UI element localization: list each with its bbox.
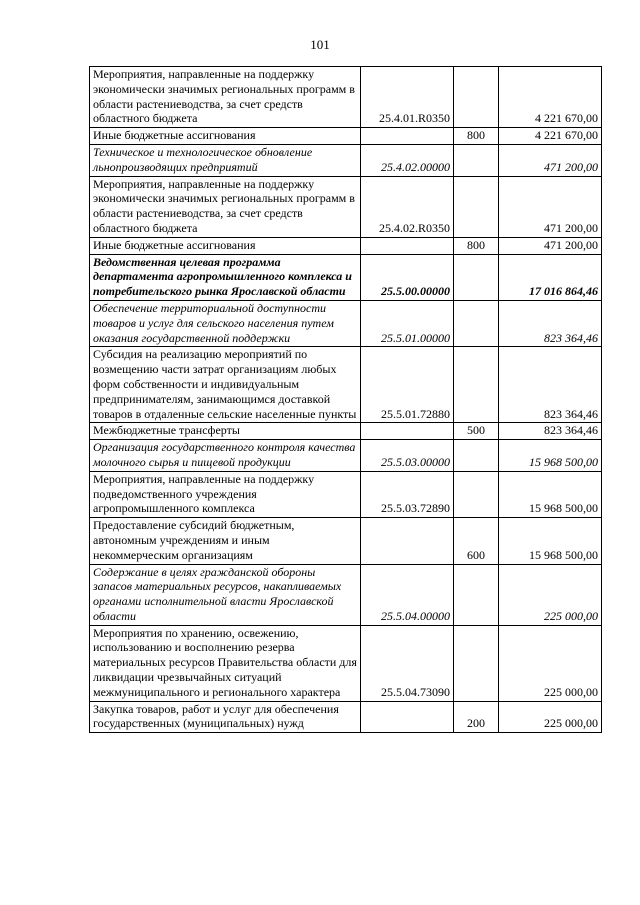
row-name-cell: Предоставление субсидий бюджетным, автономным учреждениям и иным некоммерческим организациям: [90, 518, 361, 564]
table-row: [90, 701, 602, 733]
row-code-cell: 25.5.01.00000: [361, 300, 454, 346]
row-name-cell: Ведомственная целевая программа департамента агропромышленного комплекса и потребительского рынка Ярославской области: [90, 254, 361, 300]
row-amount-cell: 15 968 500,00: [499, 471, 602, 517]
row-name-cell: Иные бюджетные ассигнования: [90, 128, 361, 145]
row-amount-cell: 225 000,00: [499, 625, 602, 701]
row-expense-type-cell: [454, 176, 499, 237]
row-amount-cell: 471 200,00: [499, 237, 602, 254]
row-amount-cell: 823 364,46: [499, 300, 602, 346]
table-row: [90, 518, 602, 564]
table-row: [90, 67, 602, 128]
row-name-cell: Организация государственного контроля качества молочного сырья и пищевой продукции: [90, 440, 361, 472]
row-code-cell: 25.5.04.00000: [361, 564, 454, 625]
row-amount-cell: 4 221 670,00: [499, 128, 602, 145]
row-name-cell: Мероприятия, направленные на поддержку подведомственного учреждения агропромышленного комплекса: [90, 471, 361, 517]
row-name-cell: Мероприятия, направленные на поддержку экономически значимых региональных программ в области растениеводства, за счет средств областного бюджета: [90, 176, 361, 237]
row-amount-cell: 823 364,46: [499, 423, 602, 440]
row-amount-cell: 471 200,00: [499, 176, 602, 237]
table-row: [90, 144, 602, 176]
row-code-cell: [361, 518, 454, 564]
row-expense-type-cell: 800: [454, 237, 499, 254]
row-amount-cell: 17 016 864,46: [499, 254, 602, 300]
row-amount-cell: 471 200,00: [499, 144, 602, 176]
table-row: [90, 128, 602, 145]
row-expense-type-cell: 600: [454, 518, 499, 564]
row-code-cell: 25.4.02.R0350: [361, 176, 454, 237]
row-amount-cell: 225 000,00: [499, 564, 602, 625]
row-expense-type-cell: 200: [454, 701, 499, 733]
row-code-cell: [361, 701, 454, 733]
row-code-cell: [361, 128, 454, 145]
row-code-cell: 25.5.03.72890: [361, 471, 454, 517]
table-row: [90, 423, 602, 440]
row-code-cell: 25.5.01.72880: [361, 347, 454, 423]
table-row: [90, 300, 602, 346]
row-name-cell: Техническое и технологическое обновление льнопроизводящих предприятий: [90, 144, 361, 176]
row-amount-cell: 823 364,46: [499, 347, 602, 423]
row-amount-cell: 15 968 500,00: [499, 440, 602, 472]
row-amount-cell: 15 968 500,00: [499, 518, 602, 564]
row-expense-type-cell: [454, 440, 499, 472]
row-amount-cell: 225 000,00: [499, 701, 602, 733]
table-row: [90, 254, 602, 300]
row-expense-type-cell: 500: [454, 423, 499, 440]
page-number: 101: [310, 37, 330, 52]
row-name-cell: Иные бюджетные ассигнования: [90, 237, 361, 254]
table-row: [90, 440, 602, 472]
row-name-cell: Содержание в целях гражданской обороны запасов материальных ресурсов, накапливаемых органами исполнительной власти Ярославской области: [90, 564, 361, 625]
row-name-cell: Мероприятия, направленные на поддержку экономически значимых региональных программ в области растениеводства, за счет средств областного бюджета: [90, 67, 361, 128]
row-code-cell: [361, 423, 454, 440]
row-code-cell: 25.4.01.R0350: [361, 67, 454, 128]
row-expense-type-cell: 800: [454, 128, 499, 145]
table-row: [90, 471, 602, 517]
row-expense-type-cell: [454, 300, 499, 346]
row-code-cell: 25.4.02.00000: [361, 144, 454, 176]
row-code-cell: 25.5.03.00000: [361, 440, 454, 472]
row-name-cell: Закупка товаров, работ и услуг для обеспечения государственных (муниципальных) нужд: [90, 701, 361, 733]
row-expense-type-cell: [454, 625, 499, 701]
row-expense-type-cell: [454, 564, 499, 625]
row-expense-type-cell: [454, 67, 499, 128]
row-amount-cell: 4 221 670,00: [499, 67, 602, 128]
table-row: [90, 625, 602, 701]
row-expense-type-cell: [454, 347, 499, 423]
row-expense-type-cell: [454, 254, 499, 300]
row-name-cell: Субсидия на реализацию мероприятий по возмещению части затрат организациям любых форм собственности и индивидуальным предпринимателям, занимающимся доставкой товаров в отдаленные сельские населенные пункты: [90, 347, 361, 423]
row-name-cell: Межбюджетные трансферты: [90, 423, 361, 440]
budget-table: [89, 66, 602, 733]
row-code-cell: 25.5.00.00000: [361, 254, 454, 300]
table-row: [90, 237, 602, 254]
row-code-cell: [361, 237, 454, 254]
table-row: [90, 347, 602, 423]
row-expense-type-cell: [454, 471, 499, 517]
row-expense-type-cell: [454, 144, 499, 176]
row-name-cell: Обеспечение территориальной доступности товаров и услуг для сельского населения путем оказания государственной поддержки: [90, 300, 361, 346]
row-code-cell: 25.5.04.73090: [361, 625, 454, 701]
table-row: [90, 564, 602, 625]
budget-table-body: [90, 67, 602, 733]
row-name-cell: Мероприятия по хранению, освежению, использованию и восполнению резерва материальных ресурсов Правительства области для ликвидации чрезвычайных ситуаций межмуниципального и регионального характера: [90, 625, 361, 701]
table-row: [90, 176, 602, 237]
